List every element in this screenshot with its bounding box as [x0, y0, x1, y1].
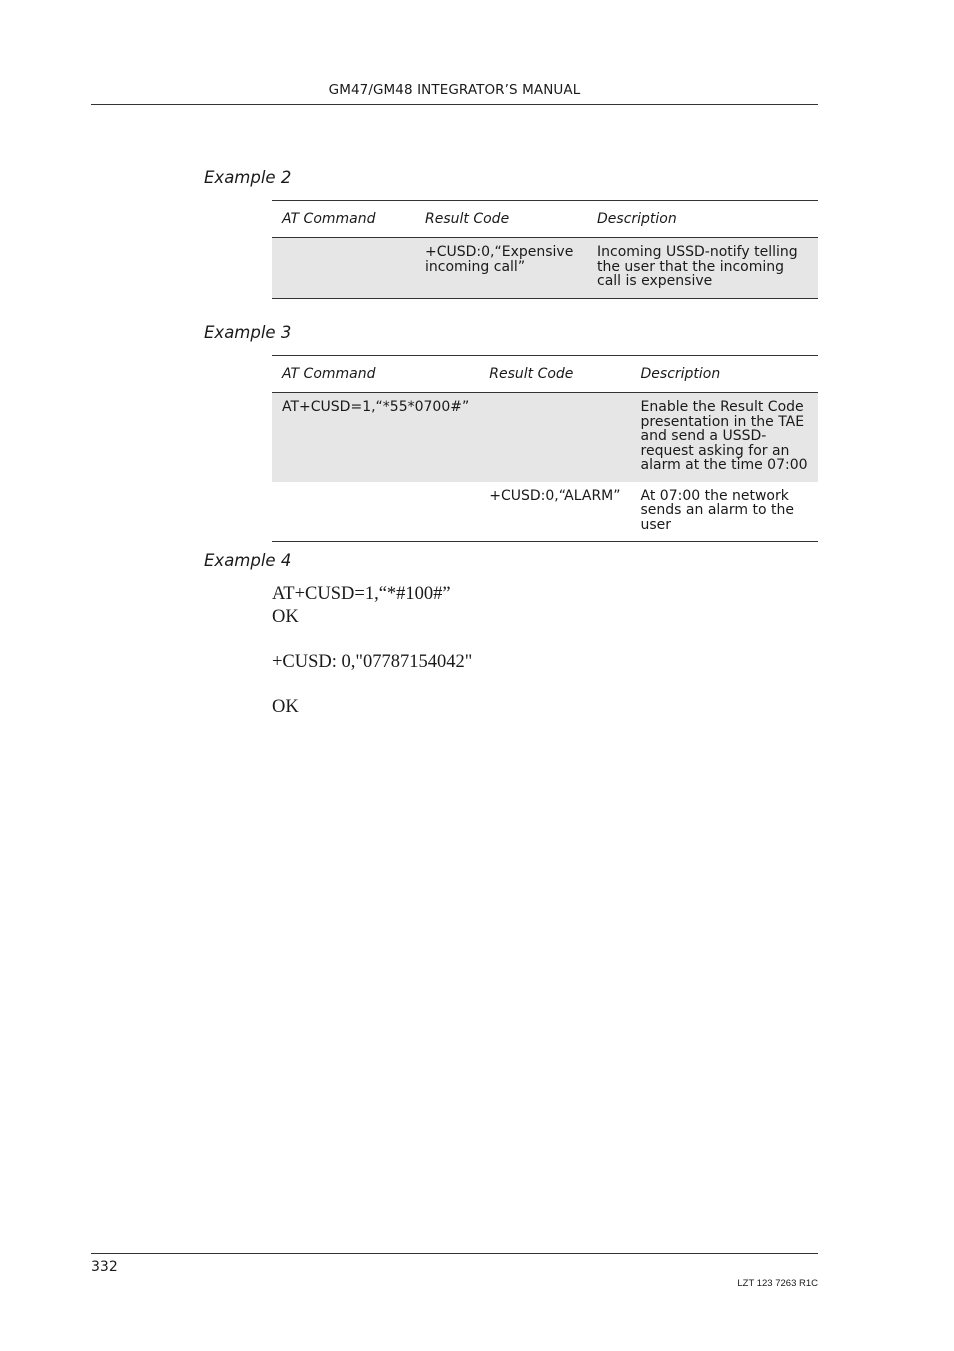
table-row: [272, 393, 818, 482]
cell-description: Enable the Result Code presentation in the TAE and send a USSD-request asking for an alarm at the time 07:00: [631, 393, 818, 482]
table-row: [272, 238, 818, 299]
cell-result-code: [479, 393, 630, 482]
example-3-heading: Example 3: [204, 323, 292, 342]
example-2-heading: Example 2: [204, 168, 292, 187]
column-header-result-code: Result Code: [415, 201, 587, 238]
header-rule: [91, 104, 818, 105]
table-header-row: [272, 201, 818, 238]
cell-at-command: [272, 482, 479, 542]
example-2-table: [272, 200, 818, 299]
response-line: OK: [272, 607, 299, 627]
example-3-table: [272, 355, 818, 542]
table-header-row: [272, 356, 818, 393]
response-line: OK: [272, 697, 299, 717]
column-header-description: Description: [587, 201, 818, 238]
cell-description: At 07:00 the network sends an alarm to the user: [631, 482, 818, 542]
column-header-description: Description: [631, 356, 818, 393]
command-line: AT+CUSD=1,“*#100#”: [272, 584, 451, 604]
table-row: [272, 482, 818, 542]
cell-at-command: [272, 238, 415, 299]
page-number: 332: [91, 1259, 118, 1275]
cell-result-code: +CUSD:0,“Expensive incoming call”: [415, 238, 587, 299]
column-header-result-code: Result Code: [479, 356, 630, 393]
cell-at-command: AT+CUSD=1,“*55*0700#”: [272, 393, 479, 482]
example-4-heading: Example 4: [204, 551, 292, 570]
document-code: LZT 123 7263 R1C: [737, 1278, 818, 1289]
cell-description: Incoming USSD-notify telling the user that the incoming call is expensive: [587, 238, 818, 299]
column-header-at-command: AT Command: [272, 356, 479, 393]
running-header: GM47/GM48 INTEGRATOR’S MANUAL: [328, 82, 581, 98]
column-header-at-command: AT Command: [272, 201, 415, 238]
footer-rule: [91, 1253, 818, 1254]
cell-result-code: +CUSD:0,“ALARM”: [479, 482, 630, 542]
response-line: +CUSD: 0,"07787154042": [272, 652, 473, 672]
